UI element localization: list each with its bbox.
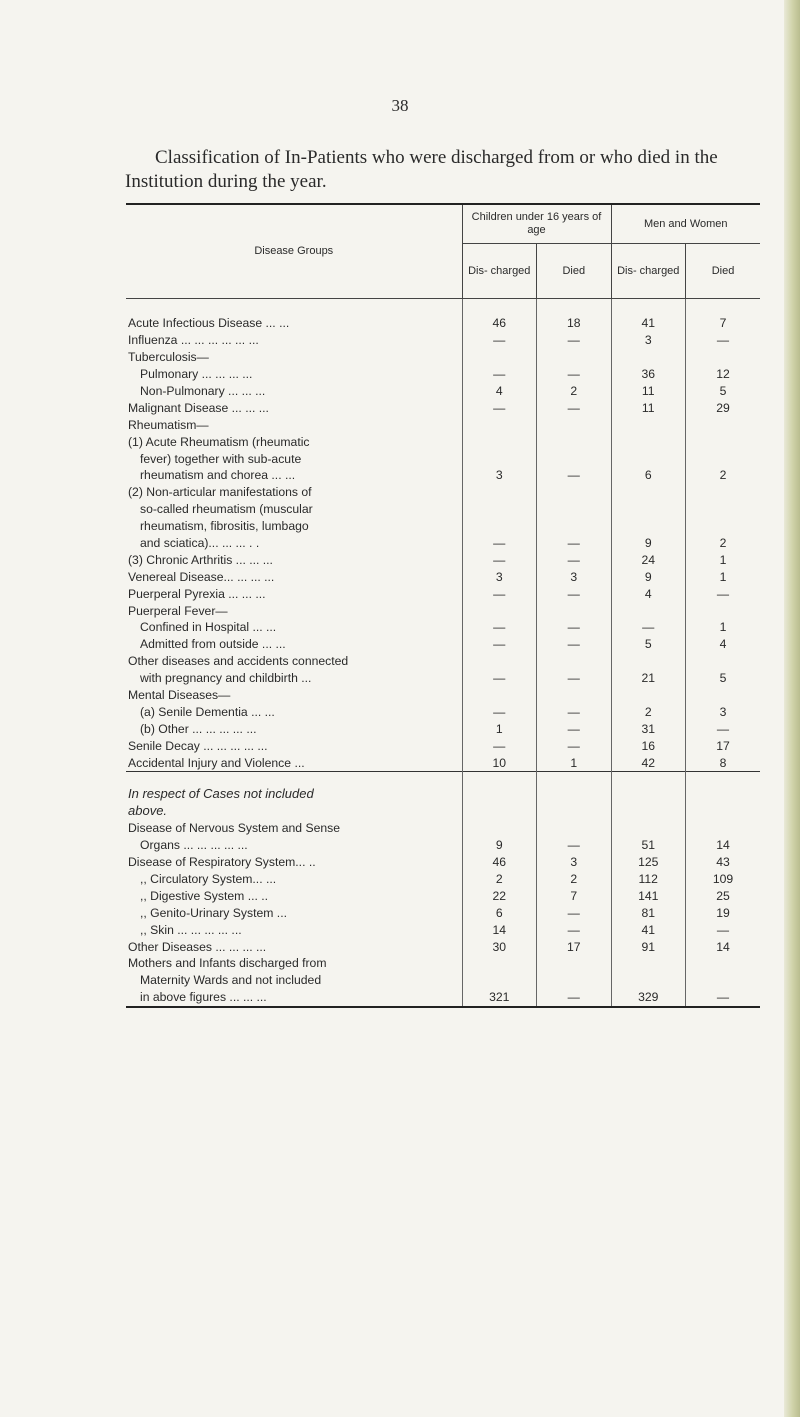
cell-adults-died: 1 [686,551,761,568]
page-edge-shading [784,0,800,1417]
cell-children-died [537,518,612,535]
table-row [126,467,760,484]
table-row [126,887,760,904]
cell-adults-discharged: 141 [611,887,686,904]
row-label: Organs ... ... ... ... ... [140,838,248,853]
table-row [126,332,760,349]
row-label: Other Diseases ... ... ... ... [128,939,267,954]
cell-adults-died [686,972,761,989]
cell-children-discharged [462,484,537,501]
cell-adults-discharged: 81 [611,904,686,921]
table-row [126,820,760,837]
table-row [126,535,760,552]
cell-children-discharged [462,450,537,467]
cell-children-discharged: 3 [462,568,537,585]
row-label: Non-Pulmonary ... ... ... [140,384,266,398]
cell-children-died: — [537,585,612,602]
cell-children-died [537,820,612,837]
header-adults: Men and Women [611,205,760,244]
cell-children-discharged: 2 [462,871,537,888]
row-label: Rheumatism— [128,417,209,432]
cell-adults-discharged [611,518,686,535]
cell-children-discharged [462,518,537,535]
table-row [126,737,760,754]
cell-adults-discharged: 2 [611,703,686,720]
cell-adults-died: 12 [686,366,761,383]
cell-children-discharged: 4 [462,383,537,400]
table-row [126,989,760,1007]
cell-children-died: 1 [537,754,612,771]
cell-adults-died: 19 [686,904,761,921]
cell-adults-discharged: 9 [611,568,686,585]
cell-children-died: — [537,535,612,552]
row-label: fever) together with sub-acute [140,451,302,466]
row-label: (3) Chronic Arthritis ... ... ... [128,552,273,567]
table-row [126,636,760,653]
cell-adults-died: 109 [686,871,761,888]
cell-adults-died: 1 [686,568,761,585]
cell-children-discharged: 14 [462,921,537,938]
cell-children-discharged [462,955,537,972]
cell-children-died: — [537,737,612,754]
table-row [126,837,760,854]
cell-adults-died: 5 [686,383,761,400]
cell-children-died [537,416,612,433]
cell-adults-died: — [686,332,761,349]
cell-children-discharged: 46 [462,315,537,332]
cell-children-discharged: 3 [462,467,537,484]
cell-adults-discharged: 11 [611,399,686,416]
cell-adults-discharged: 36 [611,366,686,383]
cell-adults-discharged [611,433,686,450]
table-row [126,938,760,955]
cell-adults-discharged: 125 [611,854,686,871]
cell-children-discharged [462,349,537,366]
cell-adults-died [686,416,761,433]
cell-adults-discharged [611,450,686,467]
cell-children-died: — [537,619,612,636]
cell-adults-died: 17 [686,737,761,754]
table-row [126,416,760,433]
row-label: Malignant Disease ... ... ... [128,400,269,415]
row-label: ,, Skin ... ... ... ... ... [140,922,242,937]
cell-adults-died: 1 [686,619,761,636]
table-row [126,955,760,972]
cell-adults-discharged: 3 [611,332,686,349]
header-children-discharged: Dis- charged [462,244,537,299]
cell-adults-died [686,687,761,704]
cell-children-discharged: — [462,399,537,416]
cell-adults-died: 14 [686,837,761,854]
row-label: and sciatica)... ... ... . . [140,536,260,551]
cell-adults-discharged [611,501,686,518]
cell-children-died: 18 [537,315,612,332]
cell-children-discharged: — [462,670,537,687]
cell-adults-discharged: 11 [611,383,686,400]
cell-adults-died [686,820,761,837]
cell-children-died: 3 [537,854,612,871]
cell-adults-died [686,602,761,619]
row-label: with pregnancy and childbirth ... [140,671,312,686]
cell-children-discharged [462,501,537,518]
table-row [126,518,760,535]
cell-adults-discharged [611,653,686,670]
row-label: (1) Acute Rheumatism (rheumatic [128,434,310,449]
cell-children-died: 2 [537,383,612,400]
cell-children-died [537,484,612,501]
row-label: Mothers and Infants discharged from [128,956,327,971]
table-row [126,754,760,771]
row-label: ,, Digestive System ... .. [140,888,269,903]
cell-children-died [537,450,612,467]
cell-children-died: 17 [537,938,612,955]
table-row [126,366,760,383]
cell-children-discharged: — [462,737,537,754]
row-label: Acute Infectious Disease ... ... [128,316,290,331]
cell-adults-died [686,349,761,366]
cell-adults-discharged: 5 [611,636,686,653]
row-label: rheumatism and chorea ... ... [140,468,296,483]
cell-adults-died [686,450,761,467]
cell-children-discharged [462,433,537,450]
cell-children-discharged [462,653,537,670]
cell-children-died: — [537,399,612,416]
cell-adults-discharged: 9 [611,535,686,552]
cell-adults-died [686,501,761,518]
cell-adults-discharged: 42 [611,754,686,771]
table-row [126,551,760,568]
cell-children-died [537,955,612,972]
cell-adults-died: 2 [686,535,761,552]
cell-children-died: — [537,551,612,568]
cell-adults-discharged: 21 [611,670,686,687]
row-label: Puerperal Pyrexia ... ... ... [128,586,266,601]
table-row [126,349,760,366]
table-row [126,720,760,737]
cell-children-died: — [537,703,612,720]
cell-children-died [537,602,612,619]
cell-children-died: 3 [537,568,612,585]
cell-adults-died: 43 [686,854,761,871]
cell-children-discharged [462,416,537,433]
cell-adults-died: 2 [686,467,761,484]
section-2-rows [126,772,760,1007]
cell-adults-died: 29 [686,399,761,416]
row-label: (a) Senile Dementia ... ... [140,704,275,719]
table-row [126,450,760,467]
cell-adults-discharged: 6 [611,467,686,484]
cell-adults-died: 14 [686,938,761,955]
cell-adults-died: — [686,921,761,938]
table-row [126,585,760,602]
cell-adults-died: 3 [686,703,761,720]
cell-children-discharged: 321 [462,989,537,1007]
cell-children-died: — [537,837,612,854]
row-label: Other diseases and accidents connected [128,654,349,669]
row-label: Mental Diseases— [128,688,231,703]
cell-children-discharged: — [462,703,537,720]
cell-adults-died [686,955,761,972]
row-label: Accidental Injury and Violence ... [128,755,305,770]
cell-adults-died: 4 [686,636,761,653]
table-row [126,670,760,687]
cell-children-died: — [537,636,612,653]
row-label: in above figures ... ... ... [140,990,267,1005]
cell-children-discharged: — [462,366,537,383]
cell-adults-discharged [611,484,686,501]
cell-adults-discharged [611,955,686,972]
section-2-heading-line-2: above. [128,803,168,819]
header-children-died: Died [537,244,612,299]
cell-adults-discharged: 51 [611,837,686,854]
cell-adults-died: 8 [686,754,761,771]
table-row [126,433,760,450]
cell-children-died [537,501,612,518]
page-number: 38 [391,96,409,115]
cell-children-discharged: — [462,551,537,568]
row-label: Senile Decay ... ... ... ... ... [128,738,268,753]
cell-adults-discharged [611,602,686,619]
cell-children-discharged: 22 [462,887,537,904]
header-children: Children under 16 years of age [462,205,611,244]
cell-children-discharged: — [462,619,537,636]
cell-children-discharged: 46 [462,854,537,871]
row-label: Puerperal Fever— [128,603,228,618]
cell-adults-discharged: 4 [611,585,686,602]
cell-children-discharged [462,687,537,704]
cell-children-died [537,349,612,366]
cell-adults-died: 5 [686,670,761,687]
cell-adults-died [686,653,761,670]
header-disease-groups: Disease Groups [126,205,462,299]
cell-children-discharged: 9 [462,837,537,854]
cell-adults-discharged: 91 [611,938,686,955]
header-adults-died: Died [686,244,761,299]
cell-adults-died: — [686,720,761,737]
row-label: Admitted from outside ... ... [140,637,286,652]
cell-children-discharged [462,972,537,989]
cell-adults-discharged [611,416,686,433]
table-row [126,602,760,619]
row-label: Maternity Wards and not included [140,973,322,988]
table-row [126,921,760,938]
cell-adults-died [686,484,761,501]
cell-adults-discharged [611,972,686,989]
cell-adults-discharged [611,687,686,704]
cell-children-died: — [537,904,612,921]
cell-children-discharged: 6 [462,904,537,921]
row-label: Pulmonary ... ... ... ... [140,367,253,382]
table-row [126,568,760,585]
row-label: Tuberculosis— [128,350,209,365]
cell-children-discharged: — [462,332,537,349]
table-row [126,972,760,989]
row-label: Influenza ... ... ... ... ... ... [128,333,259,348]
cell-adults-discharged: 41 [611,315,686,332]
cell-adults-discharged: — [611,619,686,636]
row-label: ,, Circulatory System... ... [140,871,277,886]
table-row [126,399,760,416]
row-label: so-called rheumatism (muscular [140,502,313,517]
cell-adults-discharged: 16 [611,737,686,754]
cell-children-died [537,972,612,989]
cell-children-died: 2 [537,871,612,888]
section-1-rows [126,299,760,772]
cell-adults-died: 25 [686,887,761,904]
row-label: (b) Other ... ... ... ... ... [140,721,257,736]
table-row [126,871,760,888]
cell-children-died: — [537,467,612,484]
table-row [126,619,760,636]
table-row [126,703,760,720]
row-label: Venereal Disease... ... ... ... [128,569,275,584]
section-2-heading-line-1: In respect of Cases not included [128,786,314,802]
classification-table [126,203,760,1008]
cell-adults-died [686,518,761,535]
cell-children-discharged: — [462,636,537,653]
table-row [126,687,760,704]
table-title: Classification of In-Patients who were discharged from or who died in the Institution during the year. [125,147,718,192]
table-row [126,315,760,332]
cell-children-discharged [462,602,537,619]
header-adults-discharged: Dis- charged [611,244,686,299]
table-row [126,653,760,670]
cell-children-died [537,653,612,670]
cell-adults-discharged: 329 [611,989,686,1007]
cell-adults-discharged [611,349,686,366]
cell-children-died: — [537,670,612,687]
cell-children-died [537,433,612,450]
row-label: ,, Genito-Urinary System ... [140,905,287,920]
row-label: Disease of Respiratory System... .. [128,855,316,870]
row-label: (2) Non-articular manifestations of [128,485,312,500]
cell-children-discharged: — [462,535,537,552]
cell-children-died [537,687,612,704]
table-row [126,484,760,501]
cell-adults-died: — [686,989,761,1007]
table-row [126,383,760,400]
cell-adults-discharged [611,820,686,837]
cell-children-discharged: 10 [462,754,537,771]
table-row [126,904,760,921]
cell-children-died: — [537,720,612,737]
cell-children-died: — [537,366,612,383]
cell-adults-discharged: 24 [611,551,686,568]
cell-adults-discharged: 112 [611,871,686,888]
row-label: Confined in Hospital ... ... [140,620,277,635]
cell-adults-died: — [686,585,761,602]
cell-children-discharged: 30 [462,938,537,955]
cell-children-discharged: 1 [462,720,537,737]
table-row [126,501,760,518]
cell-adults-died: 7 [686,315,761,332]
cell-children-died: — [537,921,612,938]
cell-adults-discharged: 31 [611,720,686,737]
row-label: Disease of Nervous System and Sense [128,821,341,836]
row-label: rheumatism, fibrositis, lumbago [140,519,309,534]
cell-adults-discharged: 41 [611,921,686,938]
cell-adults-died [686,433,761,450]
cell-children-died: — [537,989,612,1007]
cell-children-discharged [462,820,537,837]
cell-children-died: 7 [537,887,612,904]
cell-children-died: — [537,332,612,349]
cell-children-discharged: — [462,585,537,602]
table-row [126,854,760,871]
